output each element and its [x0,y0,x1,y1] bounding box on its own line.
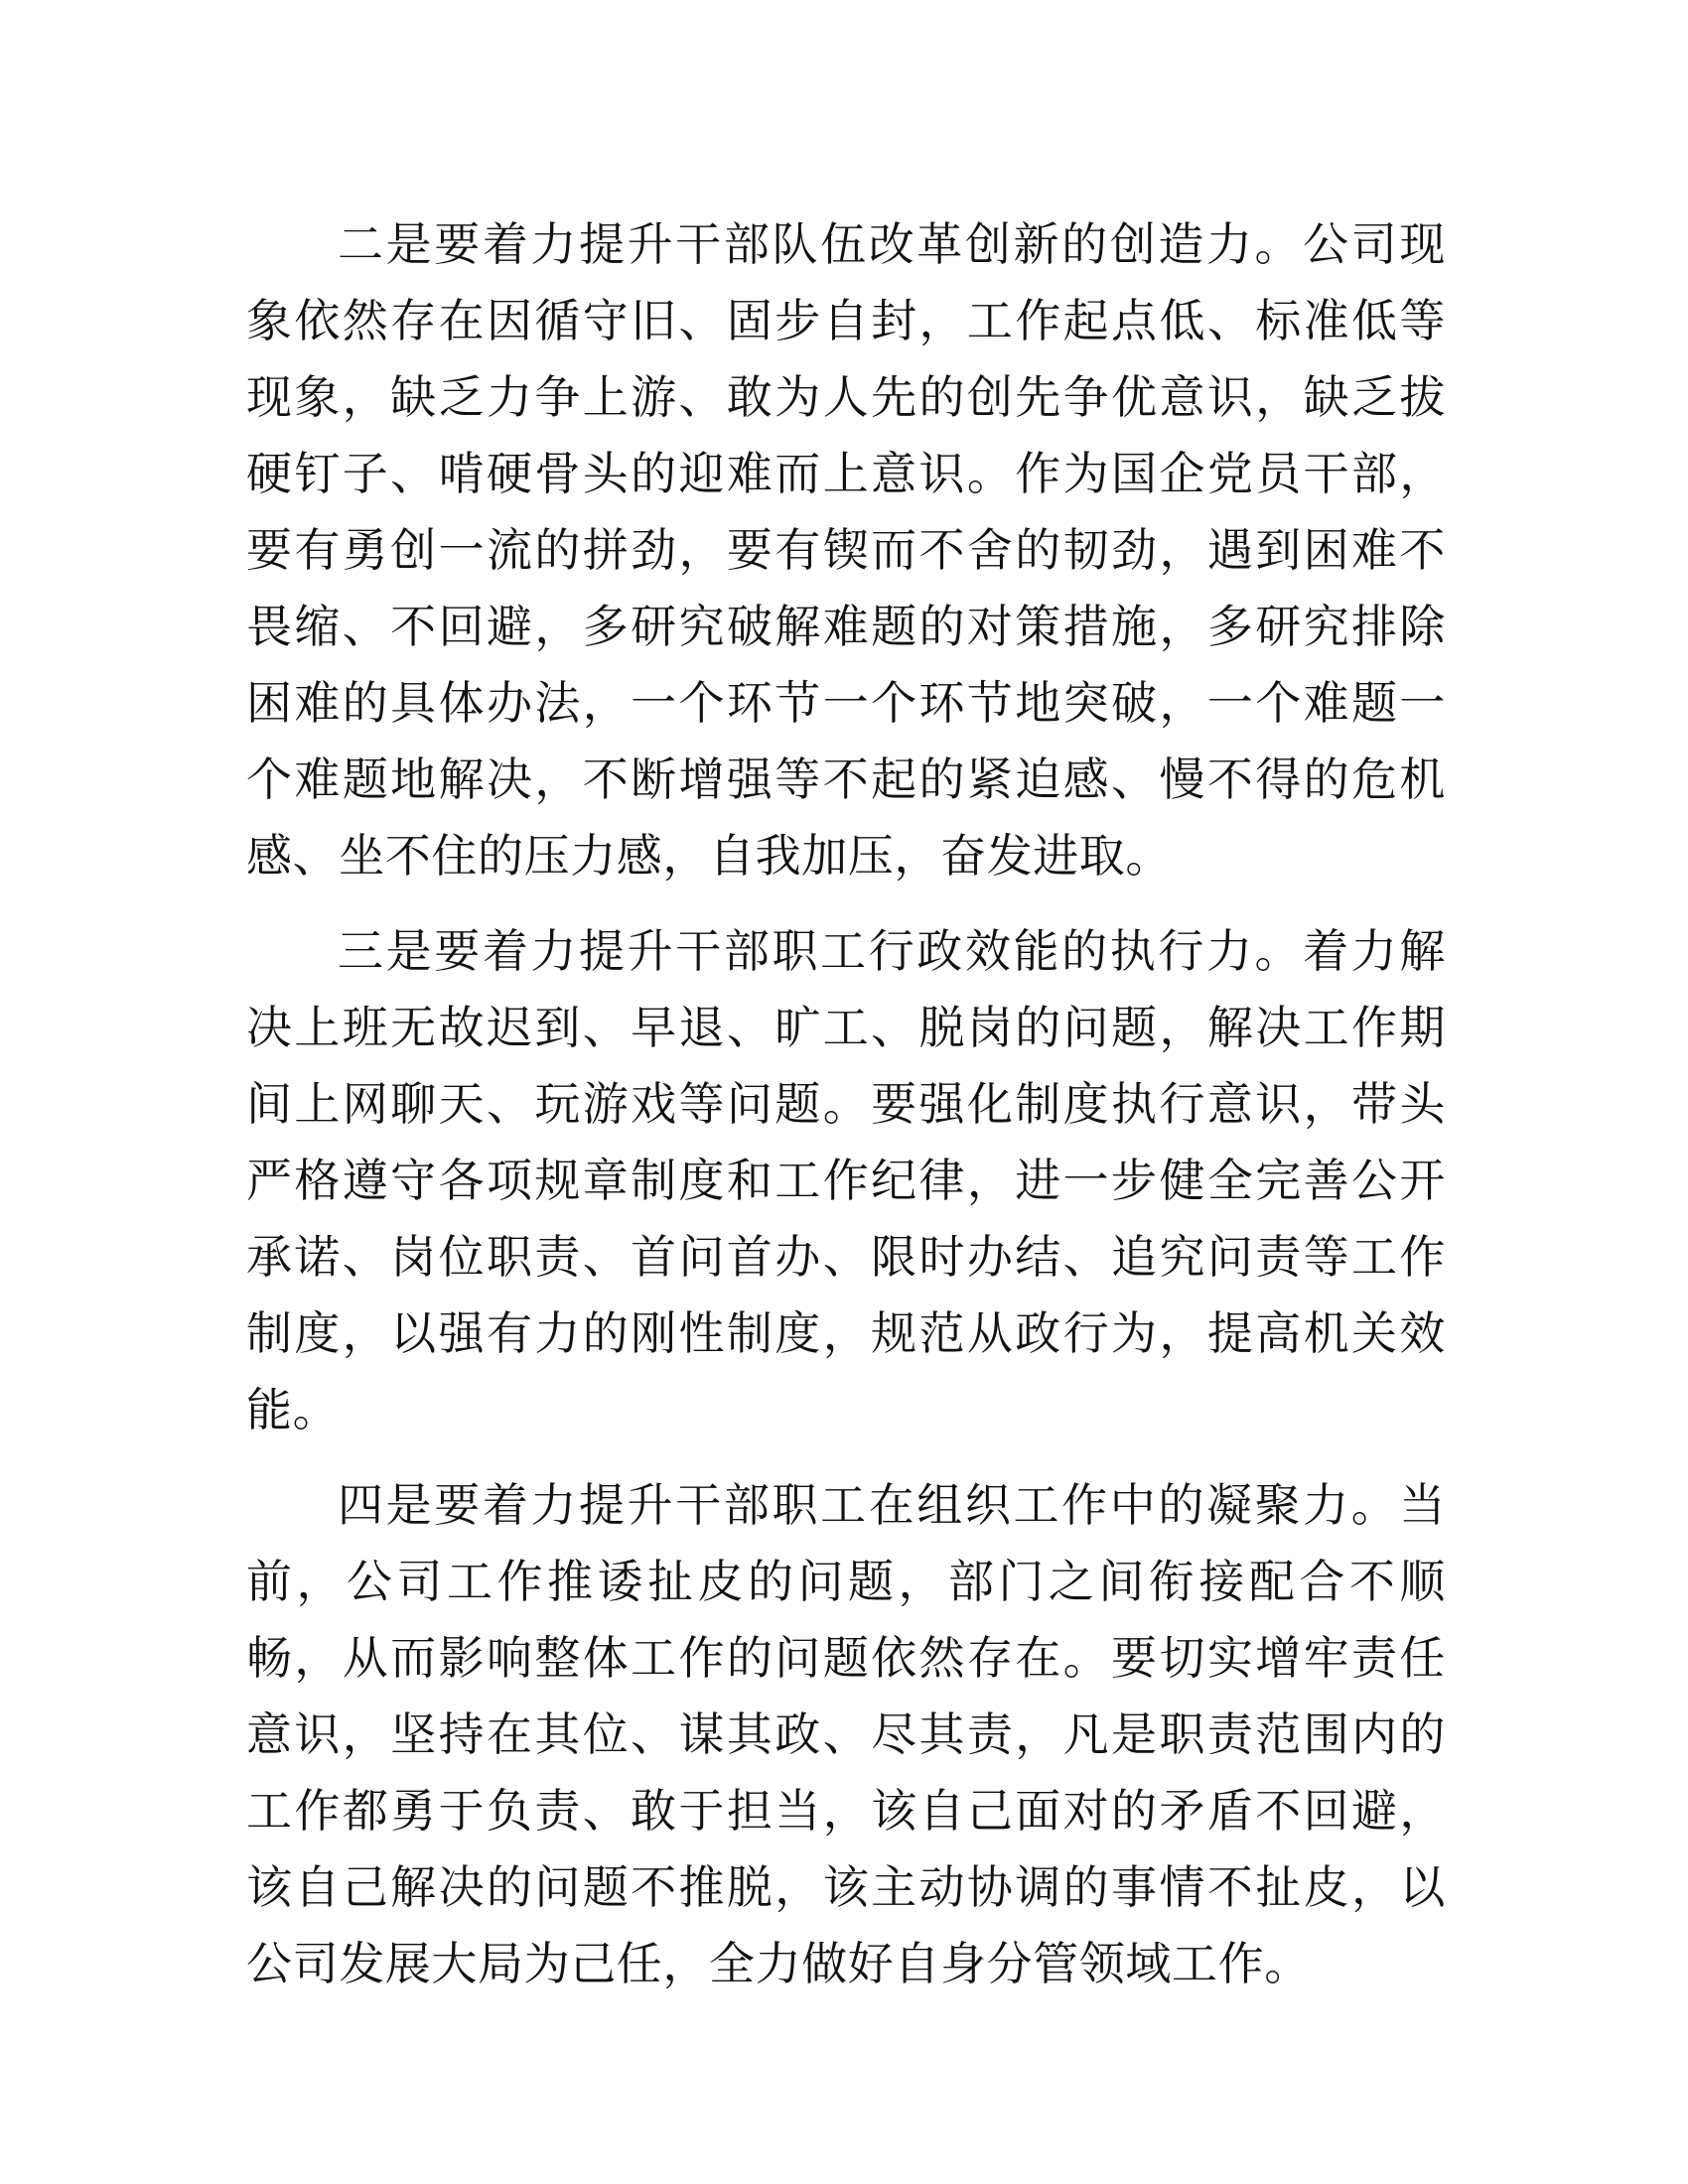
document-body [246,206,1446,2021]
paragraph-cohesion: 四是要着力提升干部职工在组织工作中的凝聚力。当前，公司工作推诿扯皮的问题，部门之间衔接配合不顺畅，从而影响整体工作的问题依然存在。要切实增牢责任意识，坚持在其位、谋其政、尽其责，凡是职责范围内的工作都勇于负责、敢于担当，该自己面对的矛盾不回避，该自己解决的问题不推脱，该主动协调的事情不扯皮，以公司发展大局为己任，全力做好自身分管领域工作。 [246,1478,1446,1990]
paragraph-execution: 三是要着力提升干部职工行政效能的执行力。着力解决上班无故迟到、早退、旷工、脱岗的问题，解决工作期间上网聊天、玩游戏等问题。要强化制度执行意识，带头严格遵守各项规章制度和工作纪律，进一步健全完善公开承诺、岗位职责、首问首办、限时办结、追究问责等工作制度，以强有力的刚性制度，规范从政行为，提高机关效能。 [246,924,1446,1436]
paragraph-innovation: 二是要着力提升干部队伍改革创新的创造力。公司现象依然存在因循守旧、固步自封，工作起点低、标准低等现象，缺乏力争上游、敢为人先的创先争优意识，缺乏拔硬钉子、啃硬骨头的迎难而上意识。作为国企党员干部，要有勇创一流的拼劲，要有锲而不舍的韧劲，遇到困难不畏缩、不回避，多研究破解难题的对策措施，多研究排除困难的具体办法，一个环节一个环节地突破，一个难题一个难题地解决，不断增强等不起的紧迫感、慢不得的危机感、坐不住的压力感，自我加压，奋发进取。 [246,217,1446,883]
